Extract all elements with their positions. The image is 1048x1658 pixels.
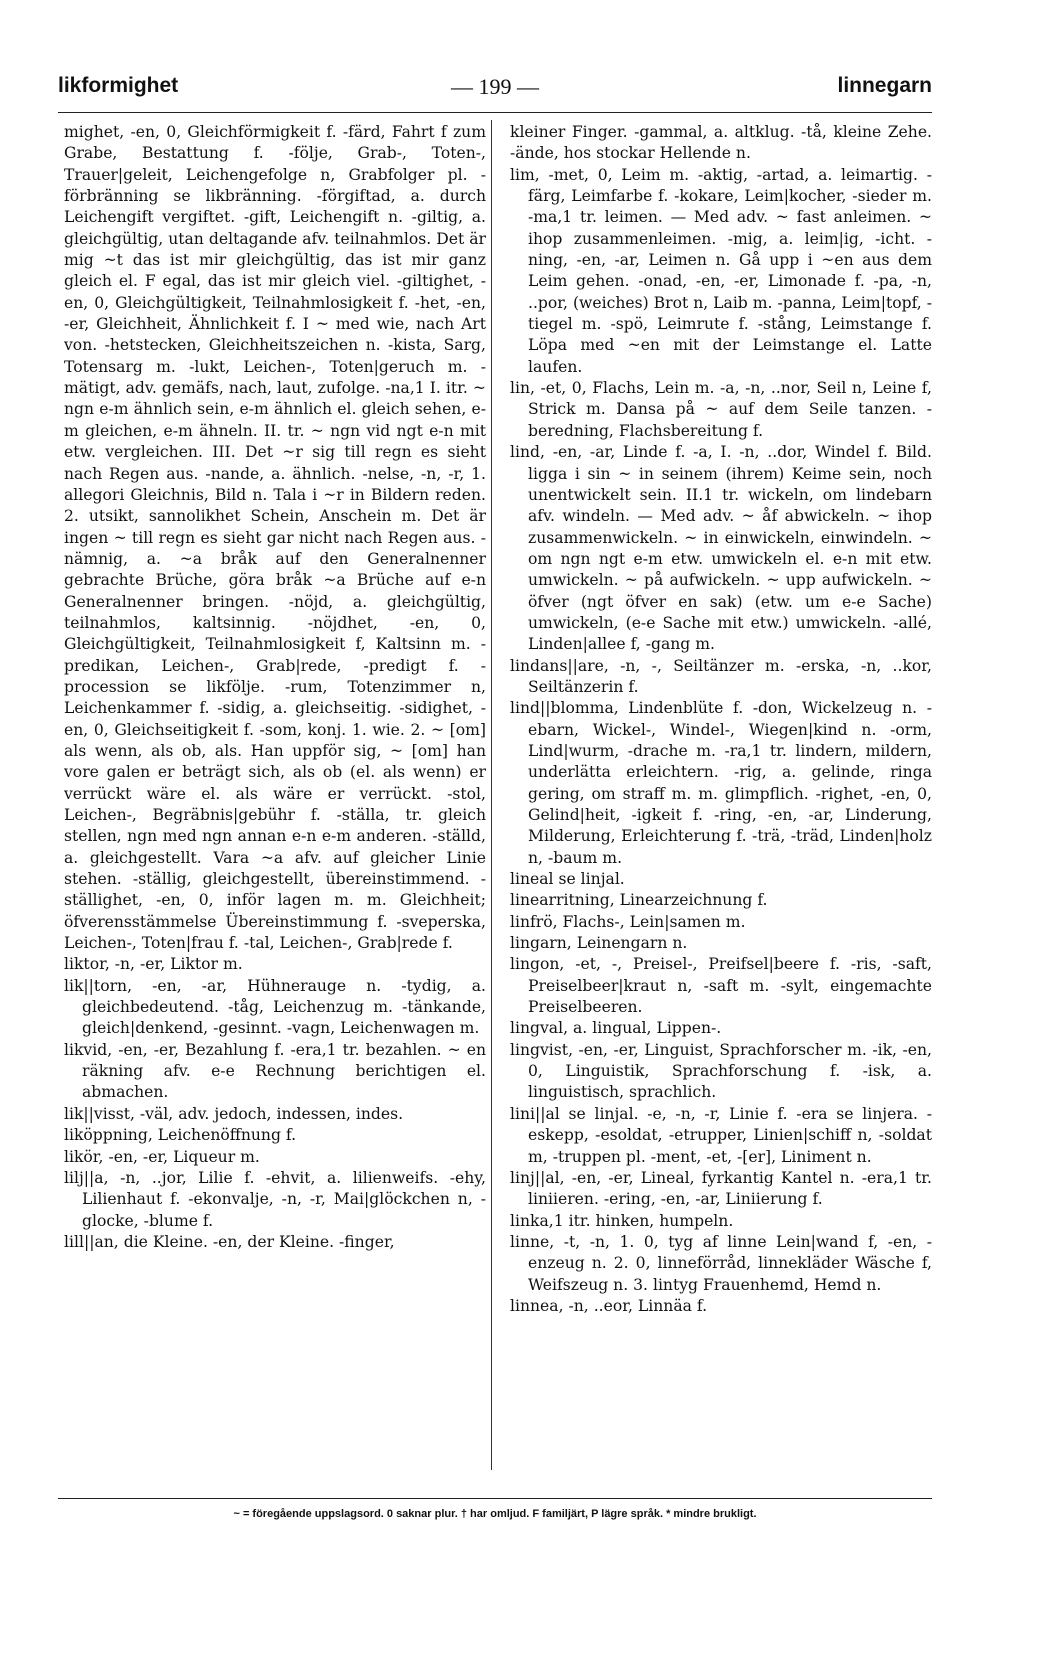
dictionary-entry: linne, -t, -n, 1. 0, tyg af linne Lein|wand f, -en, -enzeug n. 2. 0, linneförråd, linnekläder Wäsche f, Weifszeug n. 3. lintyg Frauenhemd, Hemd n. xyxy=(510,1232,932,1294)
page-number: — 199 — xyxy=(451,74,539,99)
dictionary-entry: lind||blomma, Lindenblüte f. -don, Wickelzeug n. -ebarn, Wickel-, Windel-, Wiegen|kind n. -orm, Lind|wurm, -drache m. -ra,1 tr. lindern, mildern, underlätta erleichtern. -rig, a. gelinde, ringa gering, om straff m. m. glimpflich. -righet, -en, 0, Gelind|heit, -igkeit f. -ring, -en, -ar, Linderung, Milderung, Erleichterung f. -trä, -träd, Linden|holz n, -baum m. xyxy=(510,699,932,867)
header-rule xyxy=(58,112,932,113)
header-right-guideword: linnegarn xyxy=(837,74,932,97)
dictionary-entry: lingvist, -en, -er, Linguist, Sprachforscher m. -ik, -en, 0, Linguistik, Sprachforschung f. -isk, a. linguistisch, sprachlich. xyxy=(510,1040,932,1102)
column-divider xyxy=(491,120,492,1470)
page-header xyxy=(58,74,932,104)
dictionary-entry: lik||visst, -väl, adv. jedoch, indessen, indes. xyxy=(64,1104,404,1123)
dictionary-entry: lingarn, Leinengarn n. xyxy=(510,934,688,953)
dictionary-entry: lim, -met, 0, Leim m. -aktig, -artad, a. leimartig. -färg, Leimfarbe f. -kokare, Leim|kocher, -sieder m. -ma,1 tr. leimen. — Med adv. ~ fast anleimen. ~ ihop zusammenleimen. -mig, a. leim|ig, -icht. -ning, -en, -ar, Leimen n. Gå upp i ~en aus dem Leim gehen. -onad, -en, -er, Limonade f. -pa, -n, ..por, (weiches) Brot n, Laib m. -panna, Leim|topf, -tiegel m. -spö, Leimrute f. -stång, Leimstange f. Löpa med ~en mit der Leimstange el. Latte laufen. xyxy=(510,165,932,376)
dictionary-entry: linnea, -n, ..eor, Linnäa f. xyxy=(510,1296,708,1315)
header-left-guideword: likformighet xyxy=(58,74,179,97)
dictionary-entry: lilj||a, -n, ..jor, Lilie f. -ehvit, a. lilienweifs. -ehy, Lilienhaut f. -ekonvalje, -n, -r, Mai|glöckchen n, -glocke, -blume f. xyxy=(64,1168,486,1230)
dictionary-entry: lineal se linjal. xyxy=(510,870,625,889)
dictionary-entry: lill||an, die Kleine. -en, der Kleine. -finger, xyxy=(64,1232,395,1251)
dictionary-entry: lini||al se linjal. -e, -n, -r, Linie f. -era se linjera. -eskepp, -esoldat, -etrupper, Linien|schiff n, -soldat m, -truppen pl. -ment, -et, -[er], Liniment n. xyxy=(510,1104,932,1166)
dictionary-entry: linj||al, -en, -er, Lineal, fyrkantig Kantel n. -era,1 tr. liniieren. -ering, -en, -ar, Liniierung f. xyxy=(510,1168,932,1209)
dictionary-entry: likör, -en, -er, Liqueur m. xyxy=(64,1147,260,1166)
dictionary-entry: lind, -en, -ar, Linde f. -a, I. -n, ..dor, Windel f. Bild. ligga i sin ~ in seinem (ihrem) Keime sein, noch unentwickelt sein. II.1 tr. wickeln, om lindebarn afv. windeln. — Med adv. ~ åf abwickeln. ~ ihop zusammenwickeln. ~ in einwickeln, einwindeln. ~ om ngn ngt e-m etw. umwickeln el. e-n mit etw. umwickeln. ~ på aufwickeln. ~ upp aufwickeln. ~ öfver (ngt öfver en sak) (etw. um e-e Sache) umwickeln, (e-e Sache mit etw.) umwickeln. -allé, Linden|allee f, -gang m. xyxy=(510,443,932,654)
dictionary-entry: linearritning, Linearzeichnung f. xyxy=(510,891,768,910)
dictionary-entry: liktor, -n, -er, Liktor m. xyxy=(64,955,243,974)
dictionary-entry: likvid, -en, -er, Bezahlung f. -era,1 tr. bezahlen. ~ en räkning afv. e-e Rechnung berichtigen el. abmachen. xyxy=(64,1040,486,1102)
dictionary-entry: mighet, -en, 0, Gleichförmigkeit f. -färd, Fahrt f zum Grabe, Bestattung f. -följe, Grab-, Toten-, Trauer|geleit, Leichengefolge n, Grabfolger pl. -förbränning se likbränning. -förgiftad, a. durch Leichengift vergiftet. -gift, Leichengift n. -giltig, a. gleichgültig, utan deltagande afv. teilnahmlos. Det är mig ~t das ist mir gleichgültig, das ist mir ganz gleich el. F egal, das ist mir gleich viel. -giltighet, -en, 0, Gleichgültigkeit, Teilnahmlosigkeit f. -het, -en, -er, Gleichheit, Ähnlichkeit f. I ~ med wie, nach Art von. -hetstecken, Gleichheitszeichen n. -kista, Sarg, Totensarg m. -lukt, Leichen-, Toten|geruch m. -mätigt, adv. gemäfs, nach, laut, zufolge. -na,1 I. itr. ~ ngn e-m ähnlich sein, e-m ähnlich el. gleich sehen, e-m gleichen, e-m ähneln. II. tr. ~ ngn vid ngt e-n mit etw. vergleichen. III. Det ~r sig till regn es sieht nach Regen aus. -nande, a. ähnlich. -nelse, -n, -r, 1. allegori Gleichnis, Bild n. Tala i ~r in Bildern reden. 2. utsikt, sannolikhet Schein, Anschein m. Det är ingen ~ till regn es sieht gar nicht nach Regen aus. -nämnig, a. ~a bråk auf den Generalnenner gebrachte Brüche, göra bråk ~a Brüche auf e-n Generalnenner bringen. -nöjd, a. gleichgültig, teilnahmlos, kaltsinnig. -nöjdhet, -en, 0, Gleichgültigkeit, Teilnahmlosigkeit f, Kaltsinn m. -predikan, Leichen-, Grab|rede, -predigt f. -procession se likfölje. -rum, Totenzimmer n, Leichenkammer f. -sidig, a. gleichseitig. -sidighet, -en, 0, Gleichseitigkeit f. -som, konj. 1. wie. 2. ~ [om] als wenn, als ob, als. Han uppför sig, ~ [om] han vore galen er beträgt sich, als ob (el. als wenn) er verrückt wäre el. als wäre er verrückt. -stol, Leichen-, Begräbnis|gebühr f. -ställa, tr. gleich stellen, ngn med ngn annan e-n e-m anderen. -ställd, a. gleichgestellt. Vara ~a afv. auf gleicher Linie stehen. -ställig, gleichgestellt, übereinstimmend. -ställighet, -en, 0, inför lagen m. m. Gleichheit; öfverensstämmelse Übereinstimmung f. -sveperska, Leichen-, Toten|frau f. -tal, Leichen-, Grab|rede f. xyxy=(64,123,486,953)
footer-rule xyxy=(58,1498,932,1499)
dictionary-entry: linka,1 itr. hinken, humpeln. xyxy=(510,1211,734,1230)
dictionary-entry: lingval, a. lingual, Lippen-. xyxy=(510,1019,722,1038)
dictionary-entry: lin, -et, 0, Flachs, Lein m. -a, -n, ..nor, Seil n, Leine f, Strick m. Dansa på ~ auf dem Seile tanzen. -beredning, Flachsbereitung f. xyxy=(510,379,932,440)
dictionary-entry: liköppning, Leichenöffnung f. xyxy=(64,1126,297,1145)
dictionary-entry: lindans||are, -n, -, Seiltänzer m. -erska, -n, ..kor, Seiltänzerin f. xyxy=(510,656,932,696)
abbreviation-legend: ~ = föregående uppslagsord. 0 saknar plur. † har omljud. F familjärt, P lägre språk. * mindre brukligt. xyxy=(233,1508,757,1520)
dictionary-entry: lik||torn, -en, -ar, Hühnerauge n. -tydig, a. gleichbedeutend. -tåg, Leichenzug m. -tänkande, gleich|denkend, -gesinnt. -vagn, Leichenwagen m. xyxy=(64,976,486,1038)
left-column xyxy=(64,122,486,1472)
dictionary-entry: linfrö, Flachs-, Lein|samen m. xyxy=(510,912,746,931)
dictionary-entry: kleiner Finger. -gammal, a. altklug. -tå, kleine Zehe. -ände, hos stockar Hellende n. xyxy=(510,123,932,163)
right-column xyxy=(510,122,932,1472)
dictionary-entry: lingon, -et, -, Preisel-, Preifsel|beere f. -ris, -saft, Preiselbeer|kraut n, -saft m. -sylt, eingemachte Preiselbeeren. xyxy=(510,955,932,1017)
